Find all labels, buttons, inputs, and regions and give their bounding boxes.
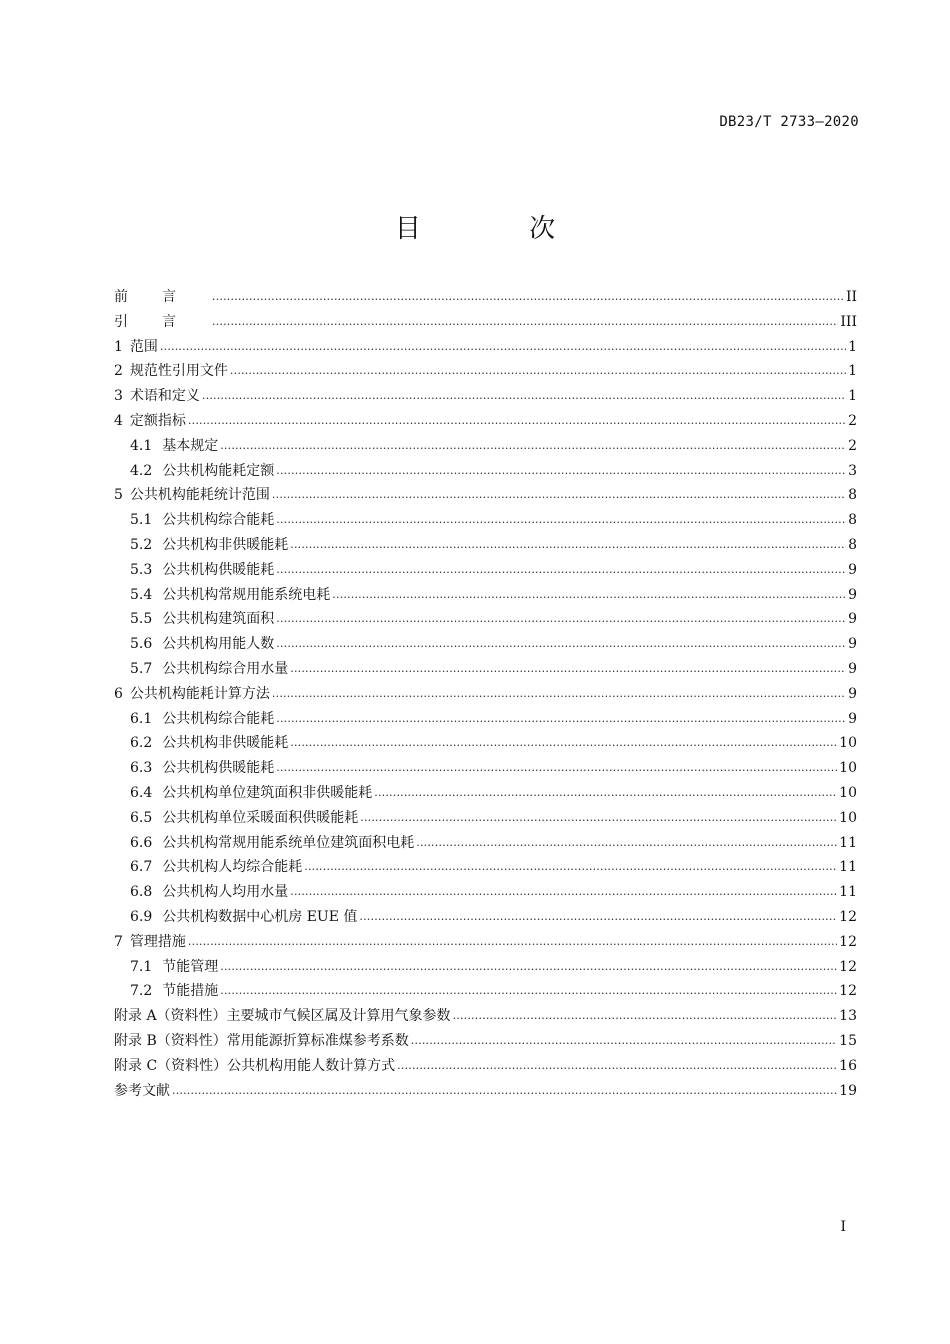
dot-leader: [172, 1078, 837, 1104]
toc-entry-label: 前言: [114, 289, 210, 305]
toc-entry[interactable]: [114, 1029, 857, 1054]
toc-entry-page: 13: [839, 1008, 857, 1025]
toc-entry-label: 公共机构数据中心机房 EUE 值: [162, 908, 358, 925]
toc-entry-page: 8: [848, 536, 857, 553]
toc-entry[interactable]: [114, 855, 857, 880]
dot-leader: [212, 309, 838, 335]
toc-entry[interactable]: [114, 707, 857, 732]
toc-entry-page: 19: [839, 1082, 857, 1099]
toc-entry-page: 16: [839, 1057, 857, 1074]
toc-entry-page: II: [845, 289, 857, 305]
toc-entry-page: 2: [848, 437, 857, 454]
toc-entry-number: 6.3: [130, 760, 153, 777]
toc-entry-number: 4.1: [130, 437, 153, 454]
toc-entry[interactable]: [114, 905, 857, 930]
toc-entry-page: 9: [848, 685, 857, 702]
toc-entry[interactable]: [114, 409, 857, 434]
dot-leader: [220, 978, 837, 1004]
toc-entry-label: 公共机构能耗定额: [162, 462, 275, 479]
toc-entry-label: 公共机构综合能耗: [162, 512, 275, 529]
toc-entry-label: 引言: [114, 313, 210, 330]
toc-entry-label: 规范性引用文件: [129, 363, 228, 380]
dot-leader: [332, 582, 846, 608]
toc-entry-number: 6.2: [130, 735, 153, 752]
toc-entry[interactable]: [114, 880, 857, 905]
toc-entry-number: 4: [114, 412, 123, 429]
toc-entry[interactable]: [114, 607, 857, 632]
toc-entry-page: 12: [839, 933, 857, 950]
toc-entry-label: 公共机构能耗统计范围: [129, 487, 270, 504]
toc-entry-page: 1: [848, 338, 857, 355]
toc-entry-label: 管理措施: [129, 933, 186, 950]
dot-leader: [188, 929, 837, 955]
toc-entry[interactable]: [114, 955, 857, 980]
toc-entry-number: 6.8: [130, 884, 153, 901]
toc-entry-page: 10: [839, 760, 857, 777]
toc-entry-page: 11: [839, 859, 857, 876]
toc-entry-page: 9: [848, 636, 857, 653]
dot-leader: [220, 433, 846, 459]
toc-entry-page: 8: [848, 512, 857, 529]
toc-entry-number: 3: [114, 388, 123, 405]
toc-entry-label: 节能管理: [162, 958, 219, 975]
toc-entry-label: 公共机构单位采暖面积供暖能耗: [162, 809, 359, 826]
dot-leader: [290, 879, 837, 905]
toc-entry[interactable]: [114, 310, 857, 335]
table-of-contents: [114, 285, 857, 1103]
toc-entry-label: 基本规定: [162, 437, 219, 454]
toc-entry-label: 公共机构能耗计算方法: [129, 685, 270, 702]
toc-entry-label: 公共机构建筑面积: [162, 611, 275, 628]
toc-entry-number: 5.1: [130, 512, 153, 529]
toc-entry-number: 5.7: [130, 660, 153, 677]
toc-entry-number: 7.2: [130, 983, 153, 1000]
page-title: 目 次: [394, 214, 606, 244]
toc-entry[interactable]: [114, 657, 857, 682]
toc-entry-number: 6.6: [130, 834, 153, 851]
toc-entry-number: 6: [114, 685, 123, 702]
toc-entry-page: 12: [839, 908, 857, 925]
dot-leader: [276, 706, 846, 732]
toc-entry[interactable]: [114, 806, 857, 831]
toc-entry[interactable]: [114, 508, 857, 533]
toc-entry[interactable]: [114, 632, 857, 657]
dot-leader: [290, 730, 837, 756]
toc-entry-label: 附录 B（资料性）常用能源折算标准煤参考系数: [114, 1032, 409, 1049]
toc-entry[interactable]: [114, 930, 857, 955]
toc-entry-number: 6.5: [130, 809, 153, 826]
toc-entry-page: 12: [839, 983, 857, 1000]
toc-entry-label: 公共机构单位建筑面积非供暖能耗: [162, 784, 373, 801]
toc-entry-label: 定额指标: [129, 412, 186, 429]
toc-entry-label: 范围: [129, 338, 158, 355]
toc-entry-label: 公共机构综合用水量: [162, 660, 289, 677]
toc-entry-page: 9: [848, 611, 857, 628]
dot-leader: [411, 1028, 837, 1054]
toc-entry-page: 1: [848, 363, 857, 380]
toc-entry-page: 12: [839, 958, 857, 975]
toc-entry-number: 2: [114, 363, 123, 380]
toc-entry[interactable]: [114, 483, 857, 508]
toc-entry[interactable]: [114, 384, 857, 409]
toc-entry-number: 5.3: [130, 561, 153, 578]
dot-leader: [272, 681, 846, 707]
dot-leader: [453, 1003, 838, 1029]
dot-leader: [202, 383, 846, 409]
toc-entry-label: 术语和定义: [129, 388, 200, 405]
toc-entry-page: 10: [839, 784, 857, 801]
dot-leader: [276, 755, 837, 781]
toc-entry-label: 公共机构非供暖能耗: [162, 735, 289, 752]
dot-leader: [276, 507, 846, 533]
dot-leader: [276, 557, 846, 583]
dot-leader: [272, 482, 846, 508]
toc-entry[interactable]: [114, 731, 857, 756]
dot-leader: [360, 805, 837, 831]
toc-entry-label: 公共机构常规用能系统单位建筑面积电耗: [162, 834, 415, 851]
toc-entry-number: 5.5: [130, 611, 153, 628]
toc-entry[interactable]: [114, 459, 857, 484]
toc-entry-page: 9: [848, 710, 857, 727]
toc-entry-label: 公共机构综合能耗: [162, 710, 275, 727]
toc-entry-page: 9: [848, 561, 857, 578]
toc-entry-page: 3: [848, 462, 857, 479]
toc-entry-label: 节能措施: [162, 983, 219, 1000]
toc-entry-page: 9: [848, 660, 857, 677]
toc-entry-number: 1: [114, 338, 123, 355]
toc-entry-number: 5.6: [130, 636, 153, 653]
toc-entry-page: 11: [839, 834, 857, 851]
toc-entry-number: 5.4: [130, 586, 153, 603]
toc-entry-page: 2: [848, 412, 857, 429]
dot-leader: [276, 458, 846, 484]
document-code: DB23/T 2733—2020: [719, 114, 859, 130]
toc-entry[interactable]: [114, 831, 857, 856]
toc-entry-number: 5: [114, 487, 123, 504]
dot-leader: [160, 334, 846, 360]
toc-entry-number: 5.2: [130, 536, 153, 553]
toc-entry[interactable]: [114, 682, 857, 707]
toc-entry-number: 7: [114, 933, 123, 950]
toc-entry-page: 1: [848, 388, 857, 405]
toc-entry-label: 附录 C（资料性）公共机构用能人数计算方式: [114, 1057, 396, 1074]
dot-leader: [416, 830, 837, 856]
page-number: I: [840, 1219, 846, 1235]
toc-entry[interactable]: [114, 1054, 857, 1079]
toc-entry-page: 10: [839, 809, 857, 826]
dot-leader: [374, 780, 837, 806]
toc-entry-label: 公共机构供暖能耗: [162, 561, 275, 578]
toc-entry[interactable]: [114, 434, 857, 459]
toc-entry-number: 6.7: [130, 859, 153, 876]
toc-entry-number: 4.2: [130, 462, 153, 479]
dot-leader: [230, 358, 846, 384]
toc-entry[interactable]: [114, 335, 857, 360]
dot-leader: [397, 1053, 837, 1079]
dot-leader: [212, 284, 844, 310]
toc-entry[interactable]: [114, 533, 857, 558]
toc-entry-page: III: [840, 313, 857, 330]
dot-leader: [188, 408, 846, 434]
dot-leader: [304, 854, 837, 880]
toc-entry[interactable]: [114, 285, 857, 310]
toc-entry-number: 7.1: [130, 958, 153, 975]
toc-entry[interactable]: [114, 583, 857, 608]
toc-entry-page: 9: [848, 586, 857, 603]
dot-leader: [276, 606, 846, 632]
toc-entry-label: 公共机构人均综合能耗: [162, 859, 303, 876]
toc-entry-number: 6.4: [130, 784, 153, 801]
toc-entry[interactable]: [114, 781, 857, 806]
toc-entry-label: 公共机构非供暖能耗: [162, 536, 289, 553]
toc-entry-label: 公共机构人均用水量: [162, 884, 289, 901]
toc-entry[interactable]: [114, 979, 857, 1004]
toc-entry-page: 15: [839, 1032, 857, 1049]
toc-entry-number: 6.1: [130, 710, 153, 727]
dot-leader: [359, 904, 837, 930]
toc-entry[interactable]: [114, 1079, 857, 1104]
dot-leader: [220, 954, 837, 980]
toc-entry-label: 附录 A（资料性）主要城市气候区属及计算用气象参数: [114, 1008, 451, 1025]
toc-entry-label: 公共机构用能人数: [162, 636, 275, 653]
toc-entry-number: 6.9: [130, 908, 153, 925]
toc-entry[interactable]: [114, 1004, 857, 1029]
toc-entry-page: 11: [839, 884, 857, 901]
toc-entry[interactable]: [114, 756, 857, 781]
toc-entry-label: 参考文献: [114, 1082, 170, 1099]
toc-entry-label: 公共机构常规用能系统电耗: [162, 586, 331, 603]
toc-entry[interactable]: [114, 359, 857, 384]
toc-entry[interactable]: [114, 558, 857, 583]
dot-leader: [276, 631, 846, 657]
dot-leader: [290, 532, 846, 558]
dot-leader: [290, 656, 846, 682]
toc-entry-label: 公共机构供暖能耗: [162, 760, 275, 777]
toc-entry-page: 10: [839, 735, 857, 752]
toc-entry-page: 8: [848, 487, 857, 504]
